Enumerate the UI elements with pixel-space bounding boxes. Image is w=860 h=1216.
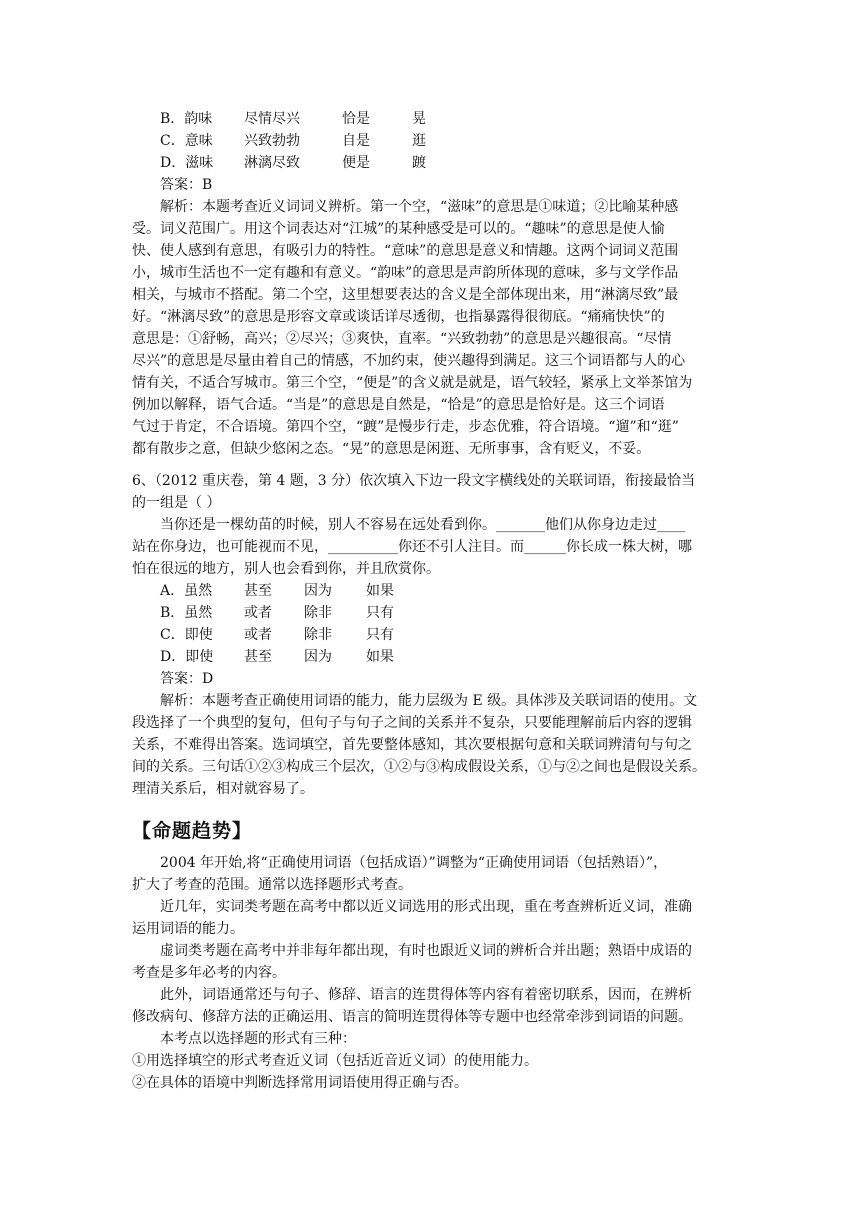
q5-analysis-line: 好。“淋漓尽致”的意思是形容文章或谈话详尽透彻，也指暴露得很彻底。“痛痛快快”的 [132,309,665,325]
trend-line: 考查是多年必考的内容。 [132,965,286,981]
option-word: 因为 [304,649,332,665]
option-word: 逛 [412,133,426,149]
q5-analysis-line: 相关，与城市不搭配。第二个空，这里想要表达的含义是全部体现出来，用“淋漓尽致”最 [132,287,679,303]
option-word: 因为 [304,583,332,599]
q5-analysis-line: 都有散步之意，但缺少悠闲之态。“晃”的意思是闲逛、无所事事，含有贬义，不妥。 [132,441,651,457]
option-letter: C．意味 [160,133,213,149]
trend-line: 扩大了考查的范围。通常以选择题形式考查。 [132,877,412,893]
option-letter: C．即使 [160,627,213,643]
q6-analysis-line: 理清关系后，相对就容易了。 [132,781,314,797]
option-word: 晃 [412,111,426,127]
trend-line: 运用词语的能力。 [132,921,244,937]
q6-passage-line: 怕在很远的地方，别人也会看到你，并且欣赏你。 [132,561,440,577]
q5-answer: 答案：B [160,177,213,193]
q5-option-d [160,152,426,174]
q6-option-a [160,580,394,602]
trend-line: 修改病句、修辞方法的正确运用、语言的简明连贯得体等专题中也经常牵涉到词语的问题。 [132,1009,692,1025]
trend-line: ①用选择填空的形式考查近义词（包括近音近义词）的使用能力。 [132,1053,538,1069]
trend-line: 虚词类考题在高考中并非每年都出现，有时也跟近义词的辨析合并出题；熟语中成语的 [160,943,692,959]
q6-analysis-line: 段选择了一个典型的复句，但句子与句子之间的关系并不复杂，只要能理解前后内容的逻辑 [132,715,692,731]
q6-analysis-line: 解析：本题考查正确使用词语的能力，能力层级为 E 级。具体涉及关联词语的使用。文 [160,693,698,709]
option-word: 只有 [366,627,394,643]
q5-option-c [160,130,426,152]
q6-option-b [160,602,394,624]
q6-option-c [160,624,394,646]
q6-option-d [160,646,394,668]
section-heading-trend: 【命题趋势】 [132,820,253,842]
option-word: 甚至 [244,649,272,665]
q6-stem-line: 的一组是（ ） [132,495,221,511]
q5-analysis-line: 解析：本题考查近义词词义辨析。第一个空，“滋味”的意思是①味道；②比喻某种感 [160,199,679,215]
option-letter: B．虽然 [160,605,213,621]
option-word: 淋漓尽致 [244,155,300,171]
q5-analysis-line: 意思是：①舒畅，高兴；②尽兴；③爽快，直率。“兴致勃勃”的意思是兴趣很高。“尽情 [132,331,672,347]
q5-option-b [160,108,426,130]
option-letter: A．虽然 [160,583,213,599]
q5-analysis-line: 尽兴”的意思是尽量由着自己的情感，不加约束，使兴趣得到满足。这三个词语都与人的心 [132,353,686,369]
option-word: 甚至 [244,583,272,599]
q6-analysis-line: 关系，不难得出答案。选词填空，首先要整体感知，其次要根据句意和关联词辨清句与句之 [132,737,692,753]
q6-answer: 答案：D [160,671,214,687]
option-letter: B．韵味 [160,111,213,127]
option-word: 除非 [304,627,332,643]
trend-line: 近几年，实词类考题在高考中都以近义词选用的形式出现，重在考查辨析近义词，准确 [160,899,692,915]
q6-passage-line: 当你还是一棵幼苗的时候，别人不容易在远处看到你。_______他们从你身边走过____ [160,517,685,533]
q6-stem-line: 6、（2012 重庆卷，第 4 题，3 分）依次填入下边一段文字横线处的关联词语，衔接最恰当 [132,473,696,489]
q6-passage-line: 站在你身边，也可能视而不见，__________你还不引人注目。而______你长成一株大树，哪 [132,539,692,555]
option-word: 除非 [304,605,332,621]
option-word: 兴致勃勃 [244,133,300,149]
q5-analysis-line: 情有关，不适合写城市。第三个空，“便是”的含义就是就是，语气较轻，紧承上文举茶馆为 [132,375,693,391]
q5-analysis-line: 受。词义范围广。用这个词表达对“江城”的某种感受是可以的。“趣味”的意思是使人愉 [132,221,665,237]
option-word: 自是 [342,133,370,149]
q5-analysis-line: 例加以解释，语气合适。“当是”的意思是自然是，“恰是”的意思是恰好是。这三个词语 [132,397,665,413]
option-letter: D．滋味 [160,155,214,171]
q5-analysis-line: 小，城市生活也不一定有趣和有意义。“韵味”的意思是声韵所体现的意味，多与文学作品 [132,265,679,281]
trend-line: 2004 年开始,将“正确使用词语（包括成语）”调整为“正确使用词语（包括熟语）”， [160,855,668,871]
q5-analysis-line: 快、使人感到有意思，有吸引力的特性。“意味”的意思是意义和情趣。这两个词词义范围 [132,243,679,259]
q6-analysis-line: 间的关系。三句话①②③构成三个层次，①②与③构成假设关系，①与②之间也是假设关系。 [132,759,706,775]
trend-line: 本考点以选择题的形式有三种： [160,1031,356,1047]
option-letter: D．即使 [160,649,214,665]
option-word: 如果 [366,649,394,665]
option-word: 尽情尽兴 [244,111,300,127]
trend-line: ②在具体的语境中判断选择常用词语使用得正确与否。 [132,1075,468,1091]
option-word: 只有 [366,605,394,621]
option-word: 踱 [412,155,426,171]
option-word: 恰是 [342,111,370,127]
option-word: 便是 [342,155,370,171]
option-word: 或者 [244,605,272,621]
option-word: 或者 [244,627,272,643]
option-word: 如果 [366,583,394,599]
trend-line: 此外，词语通常还与句子、修辞、语言的连贯得体等内容有着密切联系，因而，在辨析 [160,987,692,1003]
q5-analysis-line: 气过于肯定，不合语境。第四个空，“踱”是慢步行走，步态优雅，符合语境。“遛”和“逛” [132,419,679,435]
